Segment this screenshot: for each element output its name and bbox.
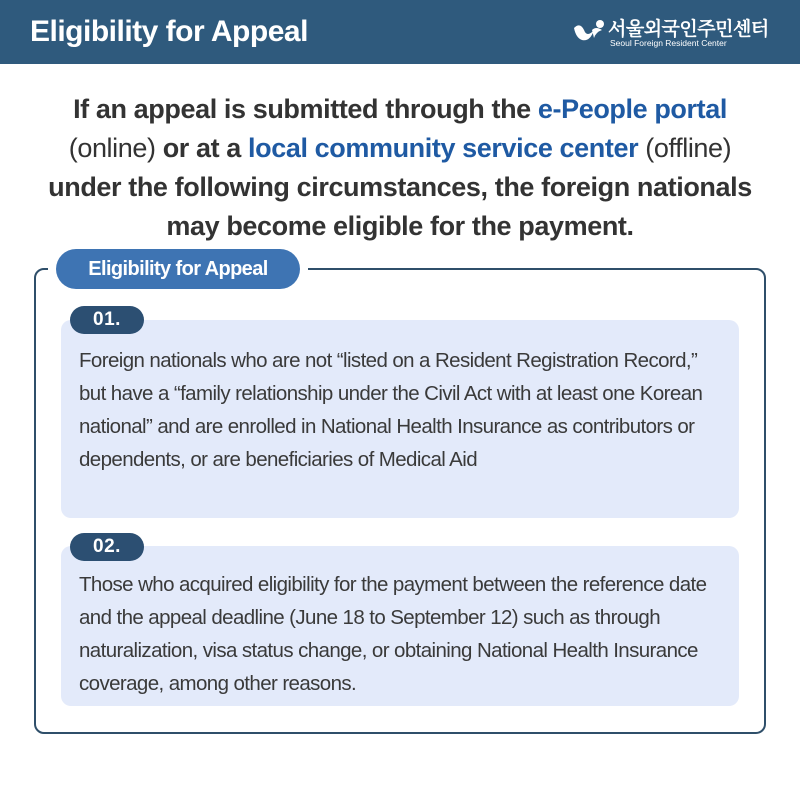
item-number-badge: 02. <box>70 533 144 561</box>
intro-text: under the following circumstances, the foreign nationals may become eligible for the payment. <box>48 172 752 241</box>
seoul-foreign-resident-center-logo-icon <box>572 18 606 48</box>
page-title: Eligibility for Appeal <box>30 15 308 48</box>
intro-text: If an appeal is submitted through the <box>73 94 538 124</box>
intro-paragraph <box>30 90 770 246</box>
eligibility-item <box>61 320 739 518</box>
e-people-portal-highlight: e-People portal <box>537 94 727 124</box>
header-banner <box>0 0 800 64</box>
intro-online-note: (online) <box>68 133 163 163</box>
intro-text: or at a <box>162 133 249 163</box>
logo-english-text: Seoul Foreign Resident Center <box>610 38 727 48</box>
eligibility-item-text: Foreign nationals who are not “listed on a Resident Registration Record,” but have a “family relationship under the Civil Act with at least one Korean national” and are enrolled in National Health Insurance as contributors or dependents, or are beneficiaries of Medical Aid <box>79 349 703 471</box>
logo-korean-text: 서울외국인주민센터 <box>608 19 769 40</box>
eligibility-item <box>61 546 739 706</box>
panel-tab-label: Eligibility for Appeal <box>56 249 300 289</box>
community-center-highlight: local community service center <box>248 133 639 163</box>
organization-logo <box>572 14 772 54</box>
intro-offline-note: (offline) <box>638 133 732 163</box>
eligibility-item-text: Those who acquired eligibility for the payment between the reference date and the appeal deadline (June 18 to September 12) such as through naturalization, visa status change, or obtaining National Health Insurance coverage, among other reasons. <box>79 573 707 695</box>
item-number-badge: 01. <box>70 306 144 334</box>
